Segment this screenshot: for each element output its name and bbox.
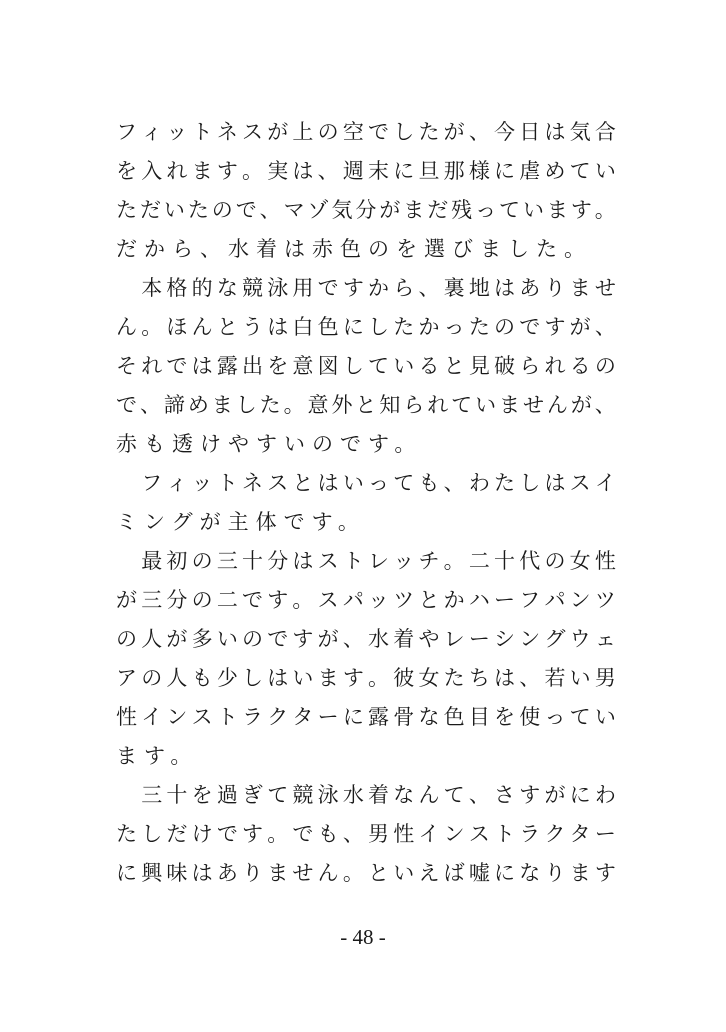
text-line: の 人 が 多 い の で す が 、 水 着 や レ ー シ ン グ ウ ェ bbox=[116, 627, 616, 651]
text-line: に 興 味 は あ り ま せ ん 。 と い え ば 嘘 に な り ま す bbox=[116, 861, 616, 885]
text-line: だから、水着は赤色のを選びました。 bbox=[116, 237, 592, 261]
text-line: ん 。 ほ ん と う は 白 色 に し た か っ た の で す が 、 bbox=[116, 315, 616, 339]
text-line: ます。 bbox=[116, 744, 199, 768]
text-line: そ れ で は 露 出 を 意 図 し て い る と 見 破 ら れ る の bbox=[116, 354, 616, 378]
text-line: 三 十 を 過 ぎ て 競 泳 水 着 な ん て 、 さ す が に わ bbox=[141, 783, 616, 807]
text-line: 赤も透けやすいのです。 bbox=[116, 432, 423, 456]
text-line: 本 格 的 な 競 泳 用 で す か ら 、 裏 地 は あ り ま せ bbox=[141, 276, 616, 300]
text-line: フ ィ ッ ト ネ ス が 上 の 空 で し た が 、 今 日 は 気 合 bbox=[116, 120, 616, 144]
text-line: を 入 れ ま す 。 実 は 、 週 末 に 旦 那 様 に 虐 め て い bbox=[116, 159, 616, 183]
text-line: で 、 諦 め ま し た 。 意 外 と 知 ら れ て い ま せ ん が 、 bbox=[116, 393, 616, 417]
text-line: 最 初 の 三 十 分 は ス ト レ ッ チ 。 二 十 代 の 女 性 bbox=[141, 549, 616, 573]
text-line: ミングが主体です。 bbox=[116, 510, 366, 534]
text-line: フ ィ ッ ト ネ ス と は い っ て も 、 わ た し は ス イ bbox=[141, 471, 616, 495]
text-line: ア の 人 も 少 し は い ま す 。 彼 女 た ち は 、 若 い 男 bbox=[116, 666, 616, 690]
page-number: - 48 - bbox=[340, 925, 386, 949]
text-line: 性 イ ン ス ト ラ ク タ ー に 露 骨 な 色 目 を 使 っ て い bbox=[116, 705, 616, 729]
text-line: た し だ け で す 。 で も 、 男 性 イ ン ス ト ラ ク タ ー bbox=[116, 822, 616, 846]
text-line: た だ い た の で 、 マ ゾ 気 分 が ま だ 残 っ て い ま す 。 bbox=[116, 198, 616, 222]
text-line: が 三 分 の 二 で す 。 ス パ ッ ツ と か ハ ー フ パ ン ツ bbox=[116, 588, 616, 612]
body-text bbox=[116, 113, 616, 893]
